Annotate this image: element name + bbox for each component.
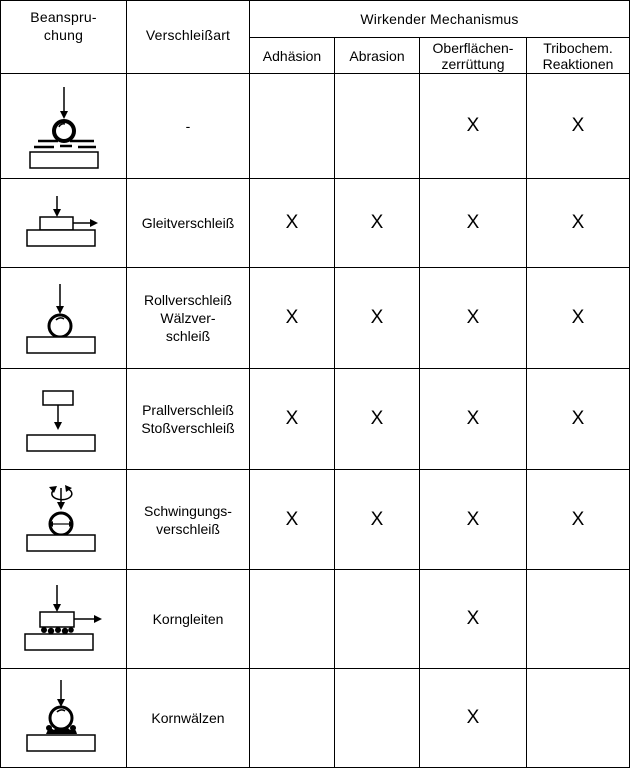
sliding-block-icon (24, 188, 104, 258)
mark-cell (250, 369, 335, 470)
mark-surface-fatigue: X (466, 115, 480, 136)
wear-type-label: Gleitverschleiß (141, 215, 235, 231)
header-stress-cell (1, 1, 127, 74)
grain-rolling-icon (24, 676, 104, 760)
table-row (1, 74, 630, 179)
mark-cell (420, 669, 527, 768)
rolling-ball-icon (24, 278, 104, 358)
mark-tribochemical: X (571, 307, 585, 328)
grain-sliding-icon (22, 579, 106, 659)
mark-cell (250, 179, 335, 268)
mark-surface-fatigue: X (466, 212, 480, 233)
header-tribochemical: Tribochem. Reaktionen (542, 39, 614, 72)
mark-cell (420, 470, 527, 570)
mark-tribochemical: X (571, 408, 585, 429)
wear-type-label: - (185, 118, 191, 134)
mark-surface-fatigue: X (466, 307, 480, 328)
mark-cell (420, 570, 527, 669)
wear-type-cell (127, 470, 250, 570)
header-mechanism-group-cell (250, 1, 630, 38)
mark-cell (335, 74, 420, 179)
header-wear-type-cell (127, 1, 250, 74)
mark-cell (250, 268, 335, 369)
wear-type-label: Prallverschleiß Stoßverschleiß (141, 402, 235, 436)
header-mechanism-cell (420, 38, 527, 74)
mark-cell (527, 268, 630, 369)
stress-symbol-cell (1, 369, 127, 470)
mark-abrasion: X (370, 508, 384, 530)
mark-cell (527, 369, 630, 470)
wear-type-label: Korngleiten (152, 611, 224, 627)
wear-type-cell (127, 669, 250, 768)
mark-cell (335, 669, 420, 768)
impact-block-icon (24, 379, 104, 459)
mark-cell (250, 470, 335, 570)
stress-symbol-cell (1, 570, 127, 669)
mark-abrasion: X (370, 408, 384, 429)
stress-symbol-cell (1, 74, 127, 179)
stress-symbol-cell (1, 268, 127, 369)
mark-cell (250, 74, 335, 179)
wear-type-cell (127, 570, 250, 669)
mark-cell (420, 369, 527, 470)
table-row (1, 179, 630, 268)
mark-cell (335, 179, 420, 268)
table-row (1, 570, 630, 669)
wear-type-label: Schwingungs- verschleiß (144, 502, 232, 537)
mark-surface-fatigue: X (466, 508, 480, 530)
mark-abrasion: X (370, 307, 384, 328)
mark-tribochemical: X (571, 508, 585, 530)
header-mechanism-cell (250, 38, 335, 74)
mark-cell (335, 369, 420, 470)
mark-cell (420, 268, 527, 369)
wear-type-cell (127, 369, 250, 470)
table-row (1, 669, 630, 768)
header-stress: Beanspru- chung (30, 9, 97, 43)
mark-surface-fatigue: X (466, 408, 480, 429)
mark-cell (250, 570, 335, 669)
mark-tribochemical: X (571, 212, 585, 233)
header-wear-type: Verschleißart (145, 27, 231, 43)
wear-type-label: Kornwälzen (151, 710, 225, 726)
mark-adhesion: X (285, 307, 299, 328)
mark-cell (335, 470, 420, 570)
impact-ball-particles-icon (24, 81, 104, 171)
mark-adhesion: X (285, 508, 299, 530)
mark-adhesion: X (285, 408, 299, 429)
table-row (1, 470, 630, 570)
wear-type-cell (127, 268, 250, 369)
table-row (1, 268, 630, 369)
mark-cell (527, 570, 630, 669)
mark-cell (527, 470, 630, 570)
header-mechanism-cell (527, 38, 630, 74)
header-surface-fatigue: Oberflächen- zerrüttung (432, 39, 514, 72)
mark-surface-fatigue: X (466, 608, 480, 629)
mark-cell (527, 74, 630, 179)
mark-cell (335, 268, 420, 369)
stress-symbol-cell (1, 669, 127, 768)
mark-adhesion: X (285, 212, 299, 233)
wear-type-label: Rollverschleiß Wälzver- schleiß (144, 292, 232, 344)
header-abrasion: Abrasion (349, 47, 405, 64)
mark-cell (250, 669, 335, 768)
mark-cell (420, 74, 527, 179)
mark-cell (335, 570, 420, 669)
header-mechanism-cell (335, 38, 420, 74)
stress-symbol-cell (1, 470, 127, 570)
mark-cell (420, 179, 527, 268)
oscillating-ball-icon (24, 478, 104, 562)
stress-symbol-cell (1, 179, 127, 268)
wear-type-cell (127, 179, 250, 268)
table-row (1, 369, 630, 470)
wear-type-cell (127, 74, 250, 179)
mark-abrasion: X (370, 212, 384, 233)
mark-tribochemical: X (571, 115, 585, 136)
mark-surface-fatigue: X (466, 707, 480, 728)
mark-cell (527, 669, 630, 768)
header-mechanism-group: Wirkender Mechanismus (360, 11, 519, 27)
header-adhesion: Adhäsion (262, 47, 322, 64)
mark-cell (527, 179, 630, 268)
